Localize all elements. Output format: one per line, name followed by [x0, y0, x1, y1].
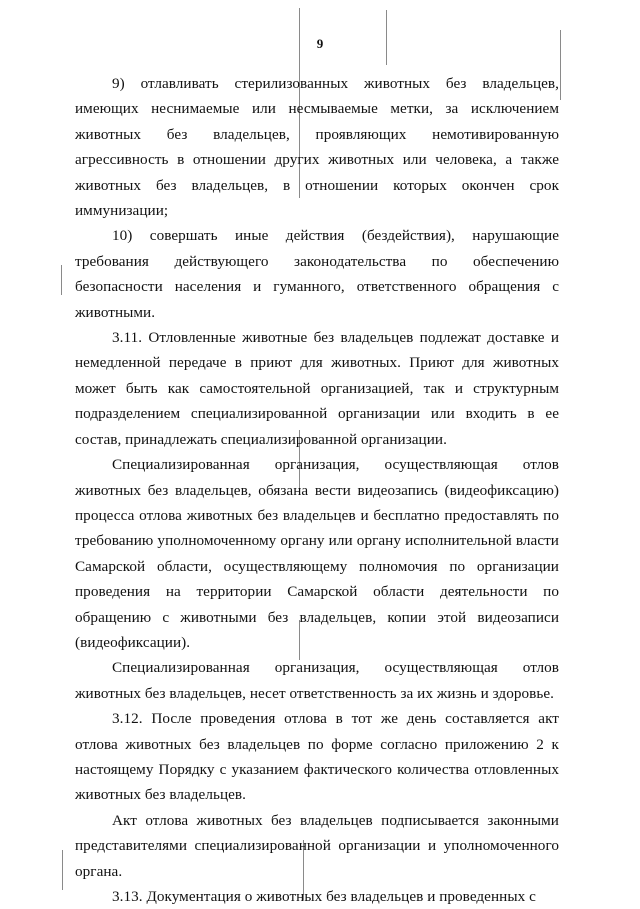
paragraph-act-signing: Акт отлова животных без владельцев подписывается законными представителями специализированной организации и уполномоченного органа.: [75, 811, 559, 880]
paragraph-3-13: 3.13. Документация о животных без владельцев и проведенных с: [112, 888, 536, 905]
paragraph-3-12: 3.12. После проведения отлова в тот же день составляется акт отлова животных без владельцев по форме согласно приложению 2 к настоящему Порядку с указанием фактического количества отловленных животных без владельцев.: [75, 710, 559, 804]
paragraph-video-recording: Специализированная организация, осуществляющая отлов животных без владельцев, обязана вести видеозапись (видеофиксацию) процесса отлова животных без владельцев и бесплатно предоставлять по требованию уполномоченному органу или органу исполнительной власти Самарской области, осуществляющему полномочия по организации проведения на территории Самарской области деятельности по обращению с животными без владельцев, копии этой видеозаписи (видеофиксации).: [75, 456, 559, 651]
paragraph-item-10: 10) совершать иные действия (бездействия), нарушающие требования действующего законодательства по обеспечению безопасности населения и гуманного, ответственного обращения с животными.: [75, 227, 559, 321]
document-body: [75, 71, 559, 909]
paragraph-3-11: 3.11. Отловленные животные без владельцев подлежат доставке и немедленной передаче в приют для животных. Приют для животных может быть как самостоятельной организацией, так и структурным подразделением специализированной организации или входить в ее состав, принадлежать специализированной организации.: [75, 329, 559, 448]
paragraph-responsibility: Специализированная организация, осуществляющая отлов животных без владельцев, несет ответственность за их жизнь и здоровье.: [75, 659, 559, 702]
paragraph-item-9: 9) отлавливать стерилизованных животных без владельцев, имеющих неснимаемые или несмываемые метки, за исключением животных без владельцев, проявляющих немотивированную агрессивность в отношении других животных или человека, а также животных без владельцев, в отношении которых окончен срок иммунизации;: [75, 75, 559, 220]
page-number: 9: [316, 36, 324, 51]
scan-artifact-line: [61, 265, 62, 295]
scan-artifact-line: [62, 850, 63, 890]
